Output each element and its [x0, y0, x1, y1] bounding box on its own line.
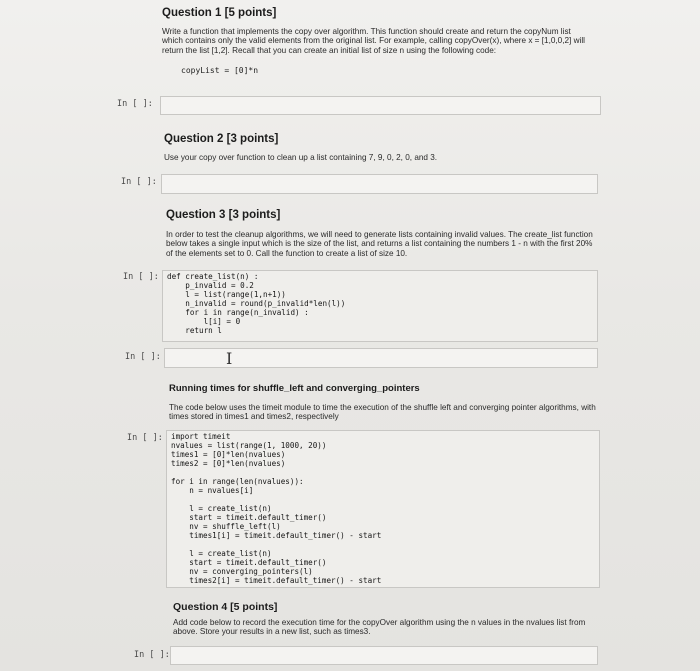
q3-title: Question 3 [3 points]: [166, 209, 281, 221]
code-cell-timing[interactable]: [166, 430, 600, 588]
cell-prompt: In [ ]:: [127, 433, 163, 443]
create-list-line: def create_list(n) :: [167, 272, 259, 281]
timing-line: n = nvalues[i]: [171, 486, 254, 495]
q2-description: Use your copy over function to clean up a list containing 7, 9, 0, 2, 0, and 3.: [164, 153, 438, 162]
create-list-line: n_invalid = round(p_invalid*len(l)): [167, 299, 346, 308]
timing-line: l = create_list(n): [171, 549, 272, 558]
timing-line: times1[i] = timeit.default_timer() - start: [171, 531, 382, 540]
cell-prompt: In [ ]:: [123, 272, 159, 282]
code-cell-call-create-list[interactable]: [164, 348, 598, 368]
q4-title: Question 4 [5 points]: [173, 601, 278, 613]
code-cell-q1[interactable]: [160, 96, 601, 115]
timing-line: nv = converging_pointers(l): [171, 567, 313, 576]
running-times-title: Running times for shuffle_left and converging_pointers: [169, 383, 420, 394]
timing-line: start = timeit.default_timer(): [171, 558, 327, 567]
create-list-line: for i in range(n_invalid) :: [167, 308, 309, 317]
create-list-line: p_invalid = 0.2: [167, 281, 254, 290]
running-times-description: The code below uses the timeit module to time the execution of the shuffle left and converging pointer algorithms, with times stored in times1 and times2, respectively: [169, 403, 596, 422]
create-list-line: l = list(range(1,n+1)): [167, 290, 286, 299]
q1-description: Write a function that implements the copy over algorithm. This function should create and return the copyNum list which contains only the valid elements from the original list. For example, calling copyOver(x), where x = [1,0,0,2] will return the list [1,2]. Recall that you can create an initial list of size n using the following code:: [162, 27, 585, 55]
cell-prompt: In [ ]:: [134, 650, 170, 660]
q2-title: Question 2 [3 points]: [164, 133, 279, 145]
cell-prompt: In [ ]:: [121, 177, 157, 187]
text-cursor-icon: I: [226, 349, 233, 368]
q4-description: Add code below to record the execution time for the copyOver algorithm using the n values in the nvalues list from above. Store your results in a new list, such as times3.: [173, 618, 586, 637]
q3-description: In order to test the cleanup algorithms, we will need to generate lists containing invalid values. The create_list function below takes a single input which is the size of the list, and returns a list containing the numbers 1 - n with the first 20% of the elements set to 0. Call the function to create a list of size 10.: [166, 230, 593, 258]
code-cell-q2[interactable]: [161, 174, 598, 194]
timing-line: nvalues = list(range(1, 1000, 20)): [171, 441, 327, 450]
timing-line: for i in range(len(nvalues)):: [171, 477, 304, 486]
q1-code-snippet: copyList = [0]*n: [181, 66, 259, 75]
q1-title: Question 1 [5 points]: [162, 7, 277, 19]
timing-line: nv = shuffle_left(l): [171, 522, 281, 531]
code-cell-q4[interactable]: [170, 646, 598, 665]
code-cell-create-list[interactable]: [162, 270, 598, 342]
cell-prompt: In [ ]:: [117, 99, 153, 109]
timing-line: import timeit: [171, 432, 231, 441]
timing-line: l = create_list(n): [171, 504, 272, 513]
cell-prompt: In [ ]:: [125, 352, 161, 362]
timing-line: times1 = [0]*len(nvalues): [171, 450, 286, 459]
create-list-line: return l: [167, 326, 222, 335]
timing-line: start = timeit.default_timer(): [171, 513, 327, 522]
timing-line: times2[i] = timeit.default_timer() - start: [171, 576, 382, 585]
timing-line: times2 = [0]*len(nvalues): [171, 459, 286, 468]
create-list-line: l[i] = 0: [167, 317, 241, 326]
